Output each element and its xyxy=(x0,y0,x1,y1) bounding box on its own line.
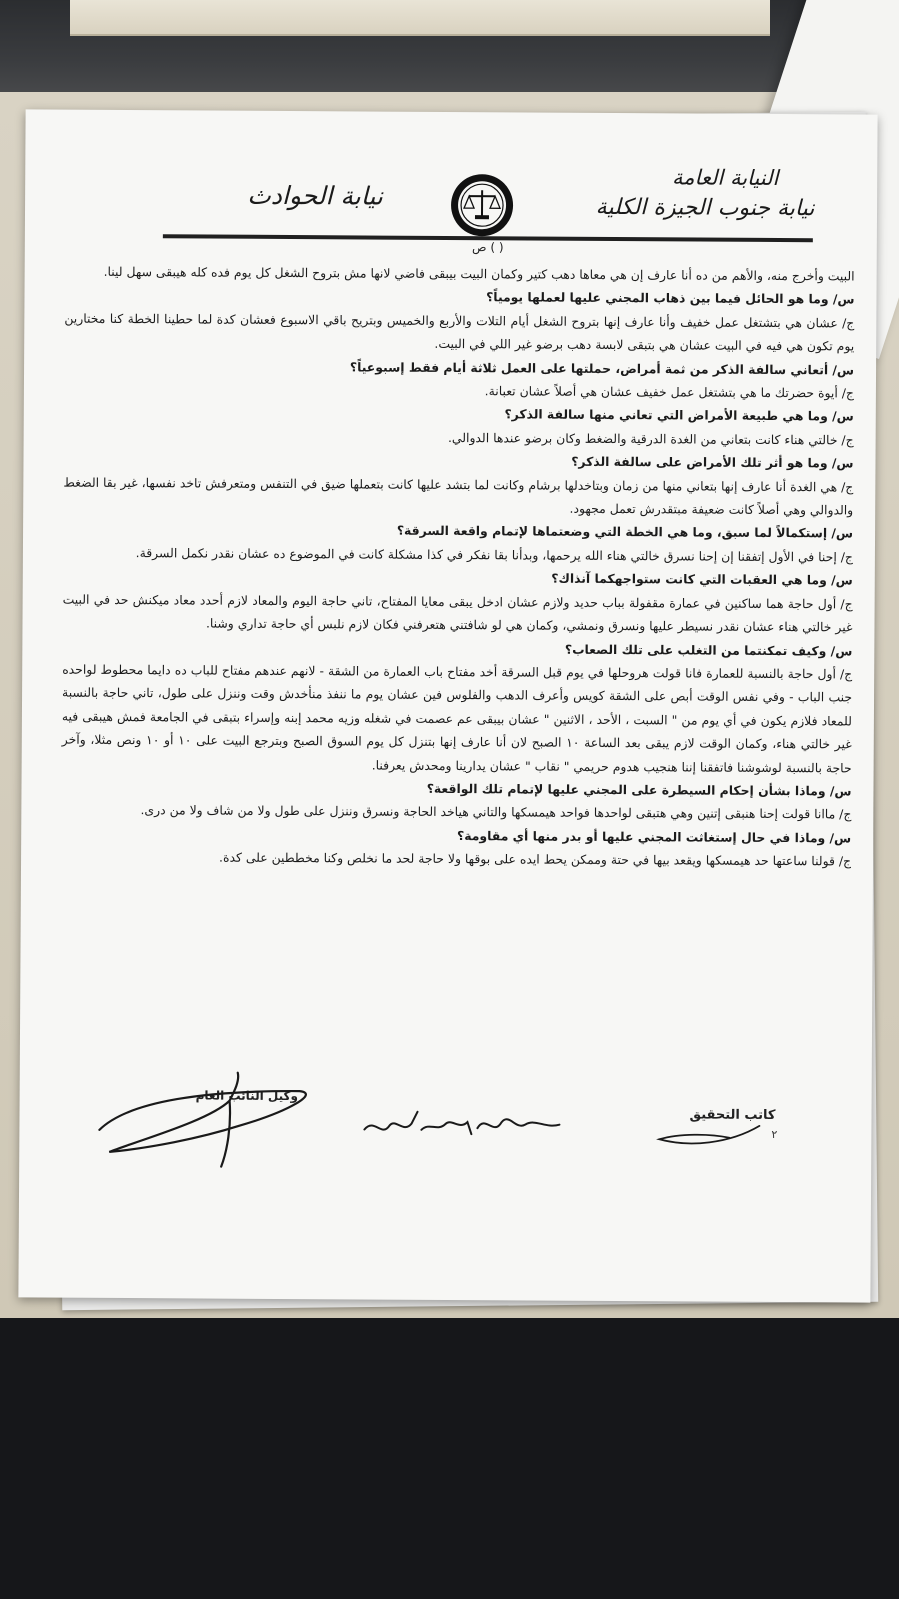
clerk-label: كاتب التحقيق xyxy=(689,1107,776,1124)
transcript-paragraph: البيت وأخرج منه، والأهم من ده أنا عارف إن هي معاها دهب كتير وكمان البيت بيبقى فاضي لانها مش بتروح الشغل كل يوم فده كله هيبقى سهل لينا. xyxy=(103,263,855,284)
question: س/ أتعاني سالفة الذكر من ثمة أمراض، حملتها على العمل ثلاثة أيام فقط إسبوعياً؟ xyxy=(349,359,855,378)
prosecution-emblem-icon xyxy=(449,172,515,238)
question: س/ وما هي طبيعة الأمراض التي تعاني منها سالفة الذكر؟ xyxy=(504,406,854,424)
question: س/ وما هو أثر تلك الأمراض على سالفة الذكر؟ xyxy=(571,453,854,471)
paper-stack-edge-top xyxy=(70,0,770,36)
signature-block xyxy=(19,1069,872,1184)
question: س/ إستكمالاً لما سبق، وما هي الخطة التي وضعتماها لإتمام واقعة السرقة؟ xyxy=(396,523,854,541)
answer: ج/ خالتي هناء كانت بتعاني من الغدة الدرقية والضغط وكان برضو عندها الدوالي. xyxy=(447,429,854,448)
question: س/ وما هي العقبات التي كانت ستواجهكما آنذاك؟ xyxy=(551,570,853,588)
answer: ج/ أول حاجة هما ساكنين في عمارة مقفولة بباب حديد ولازم عشان ادخل يبقى معايا المفتاح، تاني حاجة اليوم والمعاد لازم أحدد معاد ميكنش حد في البيت غير خالتي هناء عشان نقدر نسيطر عليها ونسرق ونمشي، وكمان هي لو شافتني هتعرفني فكان لازم نلبس أي حاجة تداري وشنا. xyxy=(62,591,853,635)
answer: ج/ هي الغدة أنا عارف إنها بتعاني منها من زمان وبتاخدلها برشام وكانت لما بتشد عليها كانت بتعملها ضيق في التنفس ومتعرفش تاخد نفسها، غير بقا الضغط والدوالي وهي أصلاً كانت ضعيفة مبتقدرش تعمل مجهود. xyxy=(63,474,854,518)
authority-title: النيابة العامة xyxy=(671,165,779,191)
answer: ج/ أيوة حضرتك ما هي بتشتغل عمل خفيف عشان هي أصلاً عشان تعبانة. xyxy=(484,383,854,401)
clerk-signature-icon xyxy=(649,1113,769,1154)
answer: ج/ أول حاجة بالنسبة للعمارة فانا قولت هروحلها في يوم قبل السرقة أخد مفتاح باب العمارة من الشقة - لانهم عندهم مفتاح للباب ده دايما محطوط لواحده جنب الباب - وفي نفس الوقت أبص على الشقة كويس وأعرف الدهب والفلوس فين عشان يوم ما ننفذ منأخدش وقت وننزل على طول، تاني حاجة بالنسبة للمعاد فلازم يكون في أي يوم من " السبت ، الأحد ، الاثنين " عشان بيبقى عم عصمت في شغله وزيه محمد إبنه وإسراء بتبقى في الجامعة فمش هيبقى فيه غير خالتي هناء، وكمان الوقت لازم يبقى بعد الساعة ١٠ الصبح لان أنا عارف إنها بتنزل كل يوم السوق الصبح وبترجع البيت على ١٠ أو ١٠ ونص مثلا، وآخر حاجة بالنسبة لوشوشنا فاتفقنا إننا هنجيب هدوم حريمي " نقاب " عشان يدارينا ومحدش يعرفنا. xyxy=(61,661,853,775)
department-title: نيابة الحوادث xyxy=(247,180,384,211)
prosecutor-signature-icon xyxy=(89,1070,320,1171)
document-page xyxy=(18,109,877,1302)
interrogation-transcript xyxy=(61,260,855,873)
page-marker: ص ( ) xyxy=(471,240,504,255)
answer: ج/ إحنا في الأول إتفقنا إن إحنا نسرق خالتي هناء الله يرحمها، وبدأنا بقا نفكر في كذا مشكلة كانت في الموضوع ده عشان نقدر نكمل السرقة. xyxy=(135,544,853,565)
page-number: ٢ xyxy=(771,1127,778,1142)
question: س/ وما هو الحائل فيما بين ذهاب المجني عليها لعملها يومياً؟ xyxy=(486,289,855,307)
answer: ج/ قولنا ساعتها حد هيمسكها ويقعد بيها في حتة وممكن يحط ايده على بوقها ولا حاجة لحد ما نخلص وكنا مخططين على كدة. xyxy=(219,849,852,869)
office-title: نيابة جنوب الجيزة الكلية xyxy=(595,194,815,222)
investigator-signature-icon xyxy=(359,1099,579,1150)
prosecutor-label: وكيل النائب العام xyxy=(195,1088,298,1104)
answer: ج/ عشان هي بتشتغل عمل خفيف وأنا عارف إنها بتروح الشغل أيام التلات والأربع والخميس وبتريح باقي الاسبوع فعشان كدة لما حطينا الخطة كنا مختارين يوم تكون هي فيه في البيت عشان هي بتبقى لابسة دهب برضو غير اللي في البيت. xyxy=(64,310,855,354)
question: س/ وماذا في حال إستغاثت المجني عليها أو بدر منها أي مقاومة؟ xyxy=(457,827,852,846)
answer: ج/ ماانا قولت إحنا هنبقى إتنين وهي هتبقى لواحدها فواحد هيمسكها والتاني هياخد الحاجة ونسرق وننزل على طول ولا من شاف ولا من درى. xyxy=(140,802,852,822)
question: س/ وكيف تمكنتما من التغلب على تلك الصعاب؟ xyxy=(564,641,853,658)
background-bottom xyxy=(0,1318,899,1599)
question: س/ وماذا بشأن إحكام السيطرة على المجني عليها لإتمام تلك الواقعة؟ xyxy=(426,780,852,799)
